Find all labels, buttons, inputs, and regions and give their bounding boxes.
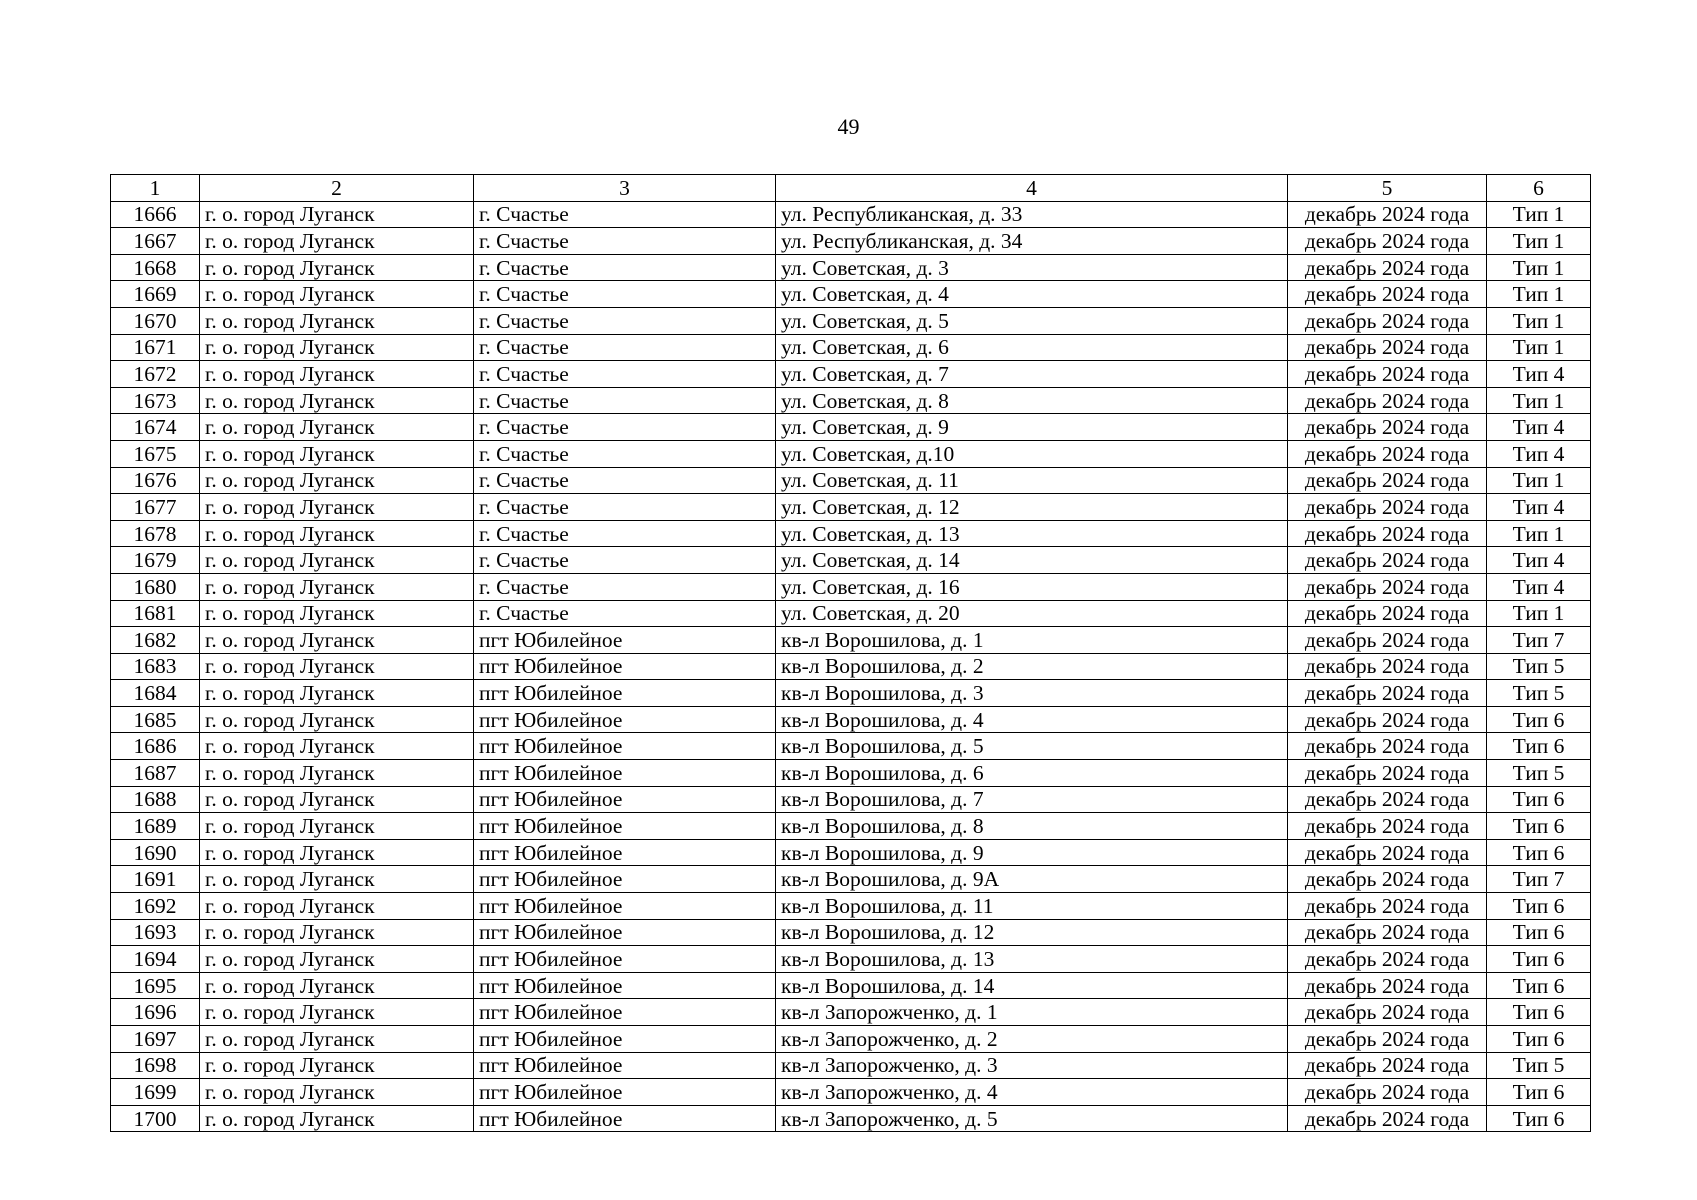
cell-row-number: 1683: [111, 653, 200, 680]
cell-type: Тип 6: [1487, 1105, 1591, 1132]
cell-date: декабрь 2024 года: [1288, 307, 1487, 334]
cell-row-number: 1698: [111, 1052, 200, 1079]
cell-date: декабрь 2024 года: [1288, 1079, 1487, 1106]
cell-address: ул. Советская, д. 5: [776, 307, 1288, 334]
cell-settlement: пгт Юбилейное: [474, 866, 776, 893]
table-row: [111, 866, 1591, 893]
table-row: [111, 733, 1591, 760]
table-row: [111, 201, 1591, 228]
cell-settlement: пгт Юбилейное: [474, 680, 776, 707]
cell-row-number: 1699: [111, 1079, 200, 1106]
cell-settlement: г. Счастье: [474, 334, 776, 361]
cell-settlement: пгт Юбилейное: [474, 653, 776, 680]
table-row: [111, 307, 1591, 334]
cell-municipality: г. о. город Луганск: [200, 866, 474, 893]
cell-municipality: г. о. город Луганск: [200, 813, 474, 840]
cell-date: декабрь 2024 года: [1288, 760, 1487, 787]
cell-type: Тип 6: [1487, 733, 1591, 760]
cell-type: Тип 4: [1487, 414, 1591, 441]
cell-date: декабрь 2024 года: [1288, 547, 1487, 574]
cell-date: декабрь 2024 года: [1288, 893, 1487, 920]
cell-settlement: пгт Юбилейное: [474, 999, 776, 1026]
cell-row-number: 1680: [111, 573, 200, 600]
cell-date: декабрь 2024 года: [1288, 627, 1487, 654]
cell-date: декабрь 2024 года: [1288, 201, 1487, 228]
cell-date: декабрь 2024 года: [1288, 494, 1487, 521]
cell-municipality: г. о. город Луганск: [200, 893, 474, 920]
cell-date: декабрь 2024 года: [1288, 946, 1487, 973]
cell-settlement: пгт Юбилейное: [474, 1052, 776, 1079]
cell-row-number: 1671: [111, 334, 200, 361]
cell-municipality: г. о. город Луганск: [200, 919, 474, 946]
cell-type: Тип 6: [1487, 813, 1591, 840]
table-row: [111, 946, 1591, 973]
cell-type: Тип 1: [1487, 201, 1591, 228]
cell-type: Тип 1: [1487, 467, 1591, 494]
cell-date: декабрь 2024 года: [1288, 813, 1487, 840]
cell-municipality: г. о. город Луганск: [200, 254, 474, 281]
cell-type: Тип 5: [1487, 653, 1591, 680]
cell-settlement: г. Счастье: [474, 440, 776, 467]
cell-municipality: г. о. город Луганск: [200, 228, 474, 255]
cell-municipality: г. о. город Луганск: [200, 573, 474, 600]
table-row: [111, 972, 1591, 999]
cell-type: Тип 1: [1487, 600, 1591, 627]
cell-date: декабрь 2024 года: [1288, 387, 1487, 414]
table-row: [111, 706, 1591, 733]
cell-address: кв-л Ворошилова, д. 6: [776, 760, 1288, 787]
cell-address: кв-л Запорожченко, д. 3: [776, 1052, 1288, 1079]
cell-type: Тип 1: [1487, 254, 1591, 281]
cell-settlement: г. Счастье: [474, 414, 776, 441]
cell-date: декабрь 2024 года: [1288, 228, 1487, 255]
cell-row-number: 1693: [111, 919, 200, 946]
cell-row-number: 1666: [111, 201, 200, 228]
cell-type: Тип 5: [1487, 1052, 1591, 1079]
cell-address: ул. Советская, д. 4: [776, 281, 1288, 308]
column-header-2: 2: [200, 175, 474, 202]
cell-settlement: пгт Юбилейное: [474, 1026, 776, 1053]
cell-row-number: 1667: [111, 228, 200, 255]
cell-date: декабрь 2024 года: [1288, 839, 1487, 866]
table-row: [111, 281, 1591, 308]
cell-settlement: г. Счастье: [474, 307, 776, 334]
cell-address: кв-л Ворошилова, д. 4: [776, 706, 1288, 733]
cell-row-number: 1685: [111, 706, 200, 733]
cell-municipality: г. о. город Луганск: [200, 1079, 474, 1106]
cell-municipality: г. о. город Луганск: [200, 839, 474, 866]
cell-municipality: г. о. город Луганск: [200, 946, 474, 973]
cell-type: Тип 6: [1487, 1079, 1591, 1106]
cell-date: декабрь 2024 года: [1288, 1052, 1487, 1079]
cell-address: ул. Советская, д. 20: [776, 600, 1288, 627]
cell-row-number: 1676: [111, 467, 200, 494]
cell-row-number: 1668: [111, 254, 200, 281]
table-row: [111, 839, 1591, 866]
table-row: [111, 440, 1591, 467]
table-row: [111, 680, 1591, 707]
cell-municipality: г. о. город Луганск: [200, 547, 474, 574]
cell-address: кв-л Запорожченко, д. 4: [776, 1079, 1288, 1106]
cell-municipality: г. о. город Луганск: [200, 201, 474, 228]
table-row: [111, 786, 1591, 813]
cell-address: кв-л Ворошилова, д. 5: [776, 733, 1288, 760]
cell-type: Тип 1: [1487, 387, 1591, 414]
table-row: [111, 414, 1591, 441]
table-row: [111, 334, 1591, 361]
cell-address: ул. Республиканская, д. 34: [776, 228, 1288, 255]
cell-address: ул. Советская, д. 16: [776, 573, 1288, 600]
table-row: [111, 813, 1591, 840]
cell-type: Тип 7: [1487, 627, 1591, 654]
cell-address: кв-л Ворошилова, д. 11: [776, 893, 1288, 920]
cell-date: декабрь 2024 года: [1288, 706, 1487, 733]
cell-date: декабрь 2024 года: [1288, 786, 1487, 813]
cell-row-number: 1679: [111, 547, 200, 574]
cell-address: ул. Советская, д. 12: [776, 494, 1288, 521]
cell-address: кв-л Запорожченко, д. 2: [776, 1026, 1288, 1053]
cell-row-number: 1692: [111, 893, 200, 920]
cell-date: декабрь 2024 года: [1288, 520, 1487, 547]
cell-address: кв-л Запорожченко, д. 5: [776, 1105, 1288, 1132]
table-row: [111, 1026, 1591, 1053]
cell-address: ул. Республиканская, д. 33: [776, 201, 1288, 228]
cell-municipality: г. о. город Луганск: [200, 760, 474, 787]
cell-date: декабрь 2024 года: [1288, 999, 1487, 1026]
cell-settlement: г. Счастье: [474, 467, 776, 494]
cell-settlement: г. Счастье: [474, 281, 776, 308]
cell-address: ул. Советская, д. 8: [776, 387, 1288, 414]
cell-address: кв-л Ворошилова, д. 9: [776, 839, 1288, 866]
cell-type: Тип 1: [1487, 228, 1591, 255]
cell-date: декабрь 2024 года: [1288, 733, 1487, 760]
registry-table: [110, 174, 1591, 1132]
table-row: [111, 893, 1591, 920]
cell-row-number: 1687: [111, 760, 200, 787]
cell-row-number: 1690: [111, 839, 200, 866]
cell-row-number: 1682: [111, 627, 200, 654]
cell-date: декабрь 2024 года: [1288, 414, 1487, 441]
cell-type: Тип 6: [1487, 999, 1591, 1026]
table-row: [111, 999, 1591, 1026]
column-header-1: 1: [111, 175, 200, 202]
cell-settlement: пгт Юбилейное: [474, 733, 776, 760]
cell-municipality: г. о. город Луганск: [200, 1026, 474, 1053]
cell-address: кв-л Ворошилова, д. 9А: [776, 866, 1288, 893]
table-row: [111, 361, 1591, 388]
cell-municipality: г. о. город Луганск: [200, 361, 474, 388]
cell-row-number: 1688: [111, 786, 200, 813]
table-row: [111, 254, 1591, 281]
cell-municipality: г. о. город Луганск: [200, 387, 474, 414]
cell-municipality: г. о. город Луганск: [200, 600, 474, 627]
cell-date: декабрь 2024 года: [1288, 919, 1487, 946]
cell-municipality: г. о. город Луганск: [200, 999, 474, 1026]
cell-settlement: пгт Юбилейное: [474, 786, 776, 813]
cell-date: декабрь 2024 года: [1288, 334, 1487, 361]
cell-type: Тип 6: [1487, 706, 1591, 733]
cell-settlement: пгт Юбилейное: [474, 627, 776, 654]
cell-row-number: 1695: [111, 972, 200, 999]
cell-settlement: г. Счастье: [474, 387, 776, 414]
cell-row-number: 1691: [111, 866, 200, 893]
cell-address: кв-л Ворошилова, д. 14: [776, 972, 1288, 999]
cell-address: ул. Советская, д.10: [776, 440, 1288, 467]
cell-address: ул. Советская, д. 6: [776, 334, 1288, 361]
cell-address: ул. Советская, д. 14: [776, 547, 1288, 574]
cell-municipality: г. о. город Луганск: [200, 706, 474, 733]
cell-row-number: 1678: [111, 520, 200, 547]
cell-type: Тип 5: [1487, 680, 1591, 707]
cell-settlement: пгт Юбилейное: [474, 893, 776, 920]
cell-settlement: пгт Юбилейное: [474, 760, 776, 787]
table-row: [111, 1052, 1591, 1079]
cell-address: кв-л Ворошилова, д. 2: [776, 653, 1288, 680]
cell-type: Тип 6: [1487, 972, 1591, 999]
cell-settlement: пгт Юбилейное: [474, 919, 776, 946]
cell-row-number: 1694: [111, 946, 200, 973]
table-body: [111, 201, 1591, 1132]
cell-municipality: г. о. город Луганск: [200, 520, 474, 547]
cell-row-number: 1696: [111, 999, 200, 1026]
cell-row-number: 1669: [111, 281, 200, 308]
cell-municipality: г. о. город Луганск: [200, 786, 474, 813]
cell-settlement: пгт Юбилейное: [474, 706, 776, 733]
table-row: [111, 760, 1591, 787]
cell-type: Тип 6: [1487, 1026, 1591, 1053]
table-row: [111, 228, 1591, 255]
table-header: [111, 175, 1591, 202]
cell-row-number: 1697: [111, 1026, 200, 1053]
cell-settlement: пгт Юбилейное: [474, 839, 776, 866]
cell-settlement: пгт Юбилейное: [474, 813, 776, 840]
cell-row-number: 1675: [111, 440, 200, 467]
cell-address: кв-л Запорожченко, д. 1: [776, 999, 1288, 1026]
cell-address: кв-л Ворошилова, д. 8: [776, 813, 1288, 840]
cell-address: ул. Советская, д. 9: [776, 414, 1288, 441]
cell-type: Тип 6: [1487, 839, 1591, 866]
cell-address: кв-л Ворошилова, д. 13: [776, 946, 1288, 973]
cell-row-number: 1684: [111, 680, 200, 707]
cell-row-number: 1689: [111, 813, 200, 840]
cell-row-number: 1681: [111, 600, 200, 627]
table-row: [111, 600, 1591, 627]
cell-settlement: г. Счастье: [474, 254, 776, 281]
cell-address: кв-л Ворошилова, д. 12: [776, 919, 1288, 946]
cell-address: ул. Советская, д. 7: [776, 361, 1288, 388]
table-row: [111, 547, 1591, 574]
cell-row-number: 1700: [111, 1105, 200, 1132]
cell-date: декабрь 2024 года: [1288, 866, 1487, 893]
cell-type: Тип 1: [1487, 520, 1591, 547]
table-row: [111, 387, 1591, 414]
cell-type: Тип 6: [1487, 893, 1591, 920]
table-row: [111, 919, 1591, 946]
column-header-6: 6: [1487, 175, 1591, 202]
cell-address: кв-л Ворошилова, д. 7: [776, 786, 1288, 813]
column-header-5: 5: [1288, 175, 1487, 202]
column-header-4: 4: [776, 175, 1288, 202]
cell-type: Тип 4: [1487, 361, 1591, 388]
cell-type: Тип 4: [1487, 547, 1591, 574]
cell-settlement: г. Счастье: [474, 361, 776, 388]
cell-address: ул. Советская, д. 11: [776, 467, 1288, 494]
cell-address: кв-л Ворошилова, д. 3: [776, 680, 1288, 707]
cell-municipality: г. о. город Луганск: [200, 653, 474, 680]
cell-municipality: г. о. город Луганск: [200, 1105, 474, 1132]
cell-date: декабрь 2024 года: [1288, 1026, 1487, 1053]
cell-settlement: г. Счастье: [474, 547, 776, 574]
cell-type: Тип 4: [1487, 494, 1591, 521]
table-row: [111, 573, 1591, 600]
cell-date: декабрь 2024 года: [1288, 653, 1487, 680]
cell-settlement: пгт Юбилейное: [474, 946, 776, 973]
cell-municipality: г. о. город Луганск: [200, 733, 474, 760]
table-row: [111, 494, 1591, 521]
cell-settlement: пгт Юбилейное: [474, 1105, 776, 1132]
cell-municipality: г. о. город Луганск: [200, 440, 474, 467]
cell-municipality: г. о. город Луганск: [200, 307, 474, 334]
cell-date: декабрь 2024 года: [1288, 281, 1487, 308]
header-row: [111, 175, 1591, 202]
cell-municipality: г. о. город Луганск: [200, 281, 474, 308]
table-row: [111, 1105, 1591, 1132]
cell-row-number: 1673: [111, 387, 200, 414]
table-row: [111, 467, 1591, 494]
cell-row-number: 1674: [111, 414, 200, 441]
cell-settlement: г. Счастье: [474, 600, 776, 627]
cell-date: декабрь 2024 года: [1288, 440, 1487, 467]
table-row: [111, 627, 1591, 654]
cell-row-number: 1672: [111, 361, 200, 388]
cell-type: Тип 4: [1487, 573, 1591, 600]
cell-date: декабрь 2024 года: [1288, 573, 1487, 600]
cell-row-number: 1677: [111, 494, 200, 521]
cell-municipality: г. о. город Луганск: [200, 627, 474, 654]
cell-settlement: пгт Юбилейное: [474, 972, 776, 999]
cell-type: Тип 1: [1487, 307, 1591, 334]
cell-municipality: г. о. город Луганск: [200, 414, 474, 441]
cell-settlement: г. Счастье: [474, 573, 776, 600]
cell-date: декабрь 2024 года: [1288, 1105, 1487, 1132]
cell-date: декабрь 2024 года: [1288, 680, 1487, 707]
cell-type: Тип 6: [1487, 946, 1591, 973]
table-row: [111, 520, 1591, 547]
table-row: [111, 653, 1591, 680]
cell-settlement: г. Счастье: [474, 520, 776, 547]
cell-type: Тип 1: [1487, 334, 1591, 361]
cell-municipality: г. о. город Луганск: [200, 467, 474, 494]
cell-municipality: г. о. город Луганск: [200, 334, 474, 361]
cell-row-number: 1670: [111, 307, 200, 334]
cell-address: кв-л Ворошилова, д. 1: [776, 627, 1288, 654]
cell-municipality: г. о. город Луганск: [200, 972, 474, 999]
cell-type: Тип 5: [1487, 760, 1591, 787]
cell-type: Тип 7: [1487, 866, 1591, 893]
cell-type: Тип 6: [1487, 786, 1591, 813]
cell-settlement: г. Счастье: [474, 228, 776, 255]
cell-date: декабрь 2024 года: [1288, 600, 1487, 627]
cell-date: декабрь 2024 года: [1288, 254, 1487, 281]
cell-type: Тип 4: [1487, 440, 1591, 467]
cell-settlement: пгт Юбилейное: [474, 1079, 776, 1106]
column-header-3: 3: [474, 175, 776, 202]
cell-row-number: 1686: [111, 733, 200, 760]
table-row: [111, 1079, 1591, 1106]
cell-address: ул. Советская, д. 13: [776, 520, 1288, 547]
cell-type: Тип 6: [1487, 919, 1591, 946]
page-number: 49: [837, 114, 860, 139]
cell-municipality: г. о. город Луганск: [200, 680, 474, 707]
cell-municipality: г. о. город Луганск: [200, 494, 474, 521]
cell-settlement: г. Счастье: [474, 494, 776, 521]
cell-date: декабрь 2024 года: [1288, 467, 1487, 494]
cell-municipality: г. о. город Луганск: [200, 1052, 474, 1079]
cell-date: декабрь 2024 года: [1288, 972, 1487, 999]
cell-settlement: г. Счастье: [474, 201, 776, 228]
cell-date: декабрь 2024 года: [1288, 361, 1487, 388]
cell-address: ул. Советская, д. 3: [776, 254, 1288, 281]
cell-type: Тип 1: [1487, 281, 1591, 308]
